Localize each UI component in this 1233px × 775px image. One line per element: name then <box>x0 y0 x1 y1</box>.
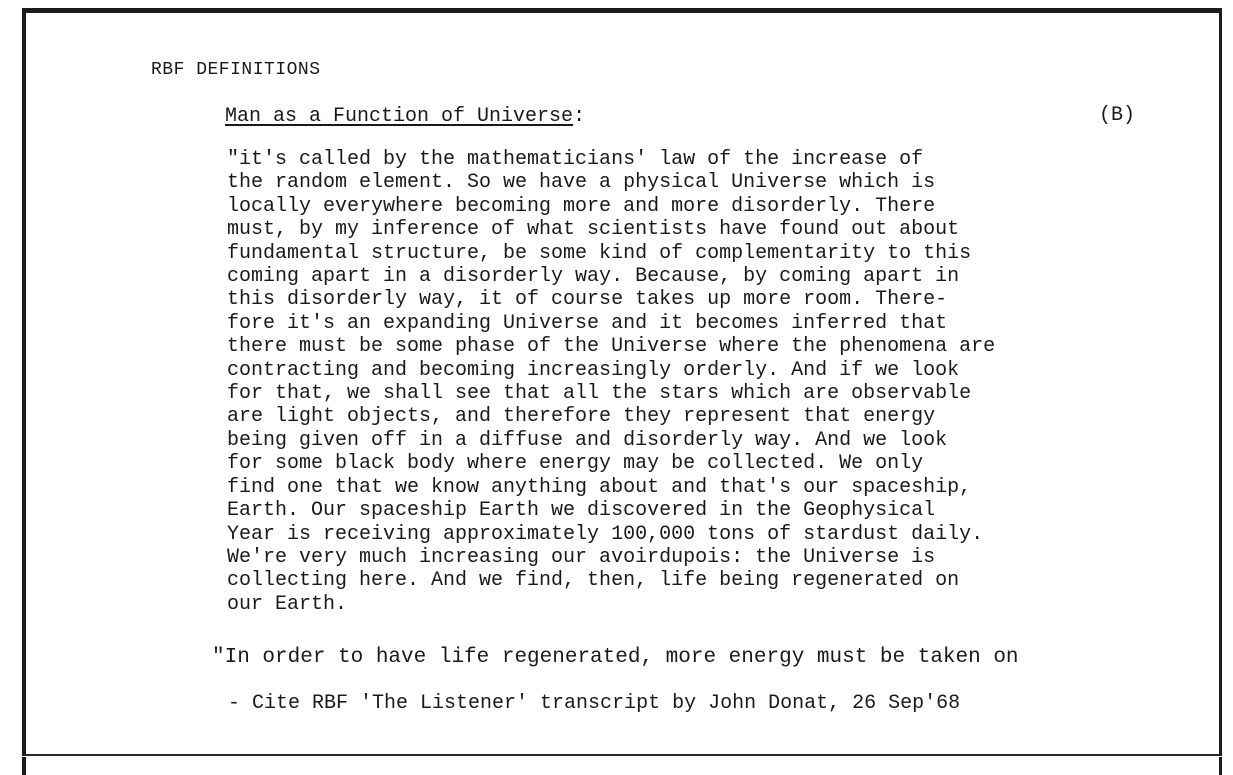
quote-line: collecting here. And we find, then, life being regenerated on <box>227 569 960 593</box>
card-topic <box>225 105 585 128</box>
quote-block <box>227 148 1127 616</box>
topic-title: Man as a Function of Universe <box>225 105 574 128</box>
quote-line: being given off in a diffuse and disorderly way. And we look <box>227 428 948 452</box>
quote-line: contracting and becoming increasingly orderly. And if we look <box>227 358 960 382</box>
quote-line: are light objects, and therefore they represent that energy <box>227 405 936 429</box>
card-id: (B) <box>1099 104 1136 127</box>
quote-line: locally everywhere becoming more and more disorderly. There <box>227 194 936 218</box>
quote-line: for that, we shall see that all the stars which are observable <box>227 382 972 406</box>
quote-line: the random element. So we have a physical Universe which is <box>227 171 936 195</box>
quote-line: for some black body where energy may be collected. We only <box>227 452 924 476</box>
quote-line: coming apart in a disorderly way. Because, by coming apart in <box>227 265 960 289</box>
quote-continuation: "In order to have life regenerated, more energy must be taken on <box>212 646 1019 669</box>
quote-line: fundamental structure, be some kind of complementarity to this <box>227 241 972 265</box>
quote-line: "it's called by the mathematicians' law of the increase of <box>227 148 924 171</box>
quote-line: there must be some phase of the Universe where the phenomena are <box>227 335 996 359</box>
next-card-edge <box>22 757 1222 775</box>
quote-line: Earth. Our spaceship Earth we discovered in the Geophysical <box>227 499 936 523</box>
quote-line: our Earth. <box>227 592 348 616</box>
quote-line: fore it's an expanding Universe and it becomes inferred that <box>227 311 948 335</box>
quote-line: must, by my inference of what scientists have found out about <box>227 218 960 242</box>
quote-line: find one that we know anything about and that's our spaceship, <box>227 475 972 499</box>
quote-line: Year is receiving approximately 100,000 tons of stardust daily. <box>227 522 984 546</box>
topic-colon: : <box>573 105 586 128</box>
citation: - Cite RBF 'The Listener' transcript by John Donat, 26 Sep'68 <box>228 692 961 715</box>
quote-line: this disorderly way, it of course takes up more room. There- <box>227 288 948 312</box>
card-heading: RBF DEFINITIONS <box>151 60 321 80</box>
quote-line: We're very much increasing our avoirdupois: the Universe is <box>227 545 936 569</box>
